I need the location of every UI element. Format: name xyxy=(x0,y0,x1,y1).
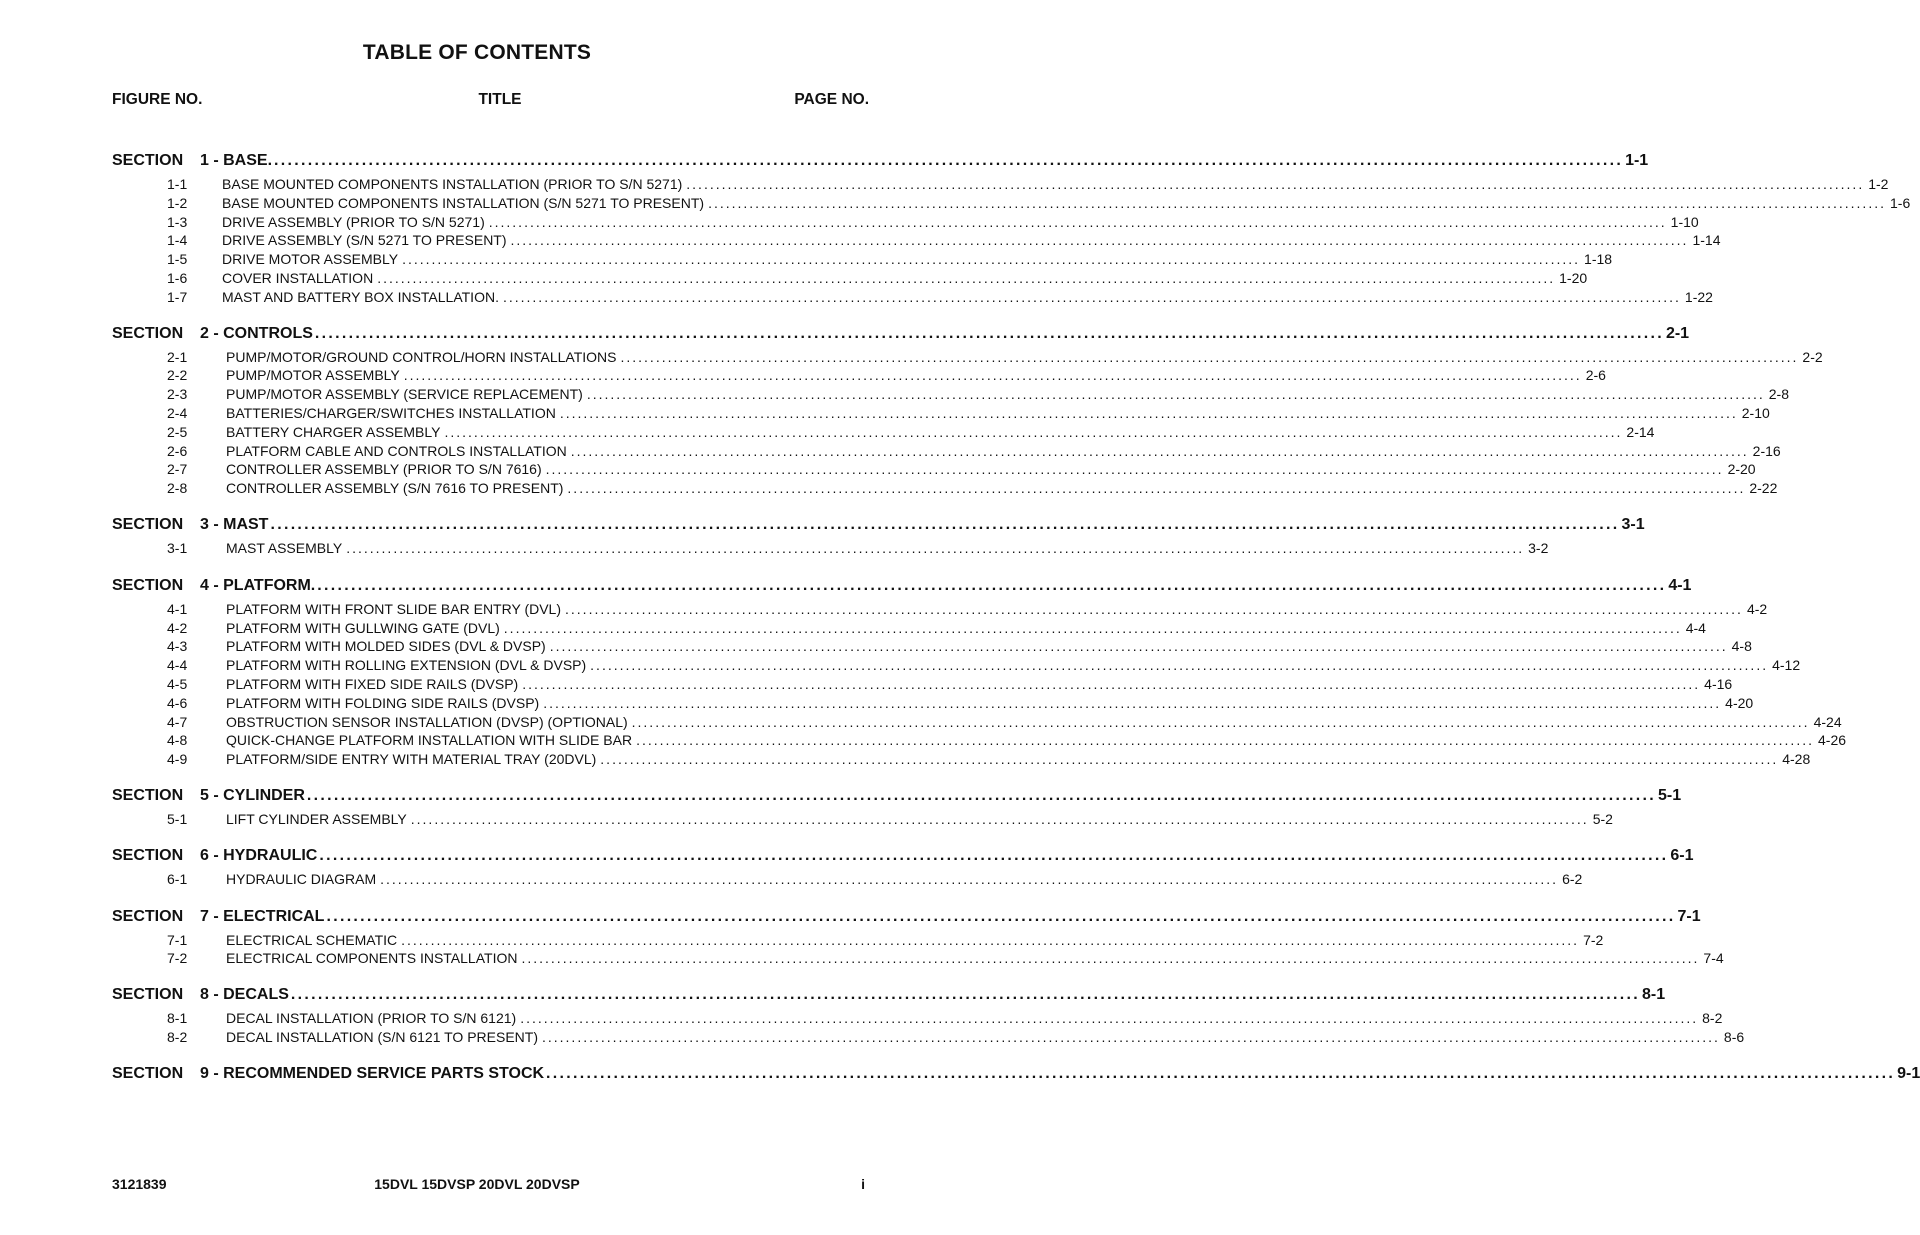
dot-leader: ........................................................................................................................................................................................................ xyxy=(270,515,1620,533)
figure-number: 3-1 xyxy=(167,539,188,556)
figure-no-header: FIGURE NO. xyxy=(112,91,203,108)
figure-number: 2-1 xyxy=(167,348,188,365)
figure-page-number: 2-14 xyxy=(1626,423,1655,440)
toc-figure-entry[interactable] xyxy=(112,288,1713,307)
figure-list xyxy=(112,931,1724,969)
section-title: 4 - PLATFORM. xyxy=(200,576,316,594)
dot-leader: ........................................................................................................................................................................................................ xyxy=(586,386,1765,403)
toc-section-entry[interactable] xyxy=(112,575,1692,597)
figure-number: 1-7 xyxy=(167,288,188,305)
toc-figure-entry[interactable] xyxy=(112,619,1706,638)
dot-leader: ........................................................................................................................................................................................................ xyxy=(346,539,1525,556)
figure-page-number: 3-2 xyxy=(1528,539,1549,556)
section-label: SECTION xyxy=(112,324,184,342)
figure-page-number: 2-6 xyxy=(1585,367,1606,384)
figure-number: 4-8 xyxy=(167,732,188,749)
toc-figure-entry[interactable] xyxy=(112,750,1811,769)
dot-leader: ........................................................................................................................................................................................................ xyxy=(565,600,1743,617)
figure-page-number: 4-8 xyxy=(1731,638,1752,655)
toc-figure-entry[interactable] xyxy=(112,694,1754,713)
figure-page-number: 1-22 xyxy=(1684,288,1713,305)
section-title: 8 - DECALS xyxy=(200,986,289,1004)
figure-list xyxy=(112,539,1549,558)
figure-number: 8-2 xyxy=(167,1028,188,1045)
figure-title: HYDRAULIC DIAGRAM xyxy=(226,870,377,887)
figure-list xyxy=(112,600,1847,769)
toc-figure-entry[interactable] xyxy=(112,269,1588,288)
toc-figure-entry[interactable] xyxy=(112,194,1911,213)
toc-section-group xyxy=(112,323,1823,498)
dot-leader: ........................................................................................................................................................................................................ xyxy=(317,576,1667,594)
figure-title: PUMP/MOTOR/GROUND CONTROL/HORN INSTALLATIONS xyxy=(226,348,617,365)
figure-title: COVER INSTALLATION xyxy=(222,269,374,286)
figure-title: BATTERIES/CHARGER/SWITCHES INSTALLATION xyxy=(226,404,556,421)
toc-section-group xyxy=(112,575,1847,769)
figure-page-number: 1-2 xyxy=(1868,176,1889,192)
figure-page-number: 4-26 xyxy=(1818,732,1847,749)
figure-number: 4-5 xyxy=(167,675,188,692)
figure-title: PLATFORM WITH ROLLING EXTENSION (DVL & DVSP) xyxy=(226,657,587,674)
toc-figure-entry[interactable] xyxy=(112,539,1549,558)
dot-leader: ........................................................................................................................................................................................................ xyxy=(319,846,1669,864)
toc-figure-entry[interactable] xyxy=(112,404,1770,423)
figure-page-number: 4-20 xyxy=(1725,694,1754,711)
figure-page-number: 1-18 xyxy=(1584,251,1613,268)
figure-number: 2-2 xyxy=(167,367,188,384)
dot-leader: ........................................................................................................................................................................................................ xyxy=(520,1010,1699,1027)
figure-number: 4-4 xyxy=(167,657,188,674)
figure-title: MAST AND BATTERY BOX INSTALLATION. xyxy=(222,288,499,305)
figure-page-number: 2-22 xyxy=(1749,480,1778,497)
figure-title: ELECTRICAL SCHEMATIC xyxy=(226,931,398,948)
toc-section-entry[interactable] xyxy=(112,150,1649,172)
toc-figure-entry[interactable] xyxy=(112,675,1733,694)
toc-figure-entry[interactable] xyxy=(112,1028,1745,1047)
section-label: SECTION xyxy=(112,907,184,925)
dot-leader: ........................................................................................................................................................................................................ xyxy=(522,675,1701,692)
toc-figure-entry[interactable] xyxy=(112,213,1699,232)
figure-title: CONTROLLER ASSEMBLY (PRIOR TO S/N 7616) xyxy=(226,461,542,478)
figure-list xyxy=(112,1009,1745,1047)
figure-page-number: 2-20 xyxy=(1727,461,1756,478)
toc-figure-entry[interactable] xyxy=(112,479,1778,498)
section-page-number: 3-1 xyxy=(1621,515,1645,533)
section-label: SECTION xyxy=(112,846,184,864)
figure-page-number: 4-24 xyxy=(1813,713,1842,730)
figure-title: PLATFORM/SIDE ENTRY WITH MATERIAL TRAY (20DVL) xyxy=(226,751,597,768)
figure-title: PLATFORM CABLE AND CONTROLS INSTALLATION xyxy=(226,442,567,459)
toc-section-group xyxy=(112,984,1745,1047)
dot-leader: ........................................................................................................................................................................................................ xyxy=(488,213,1667,230)
dot-leader: ........................................................................................................................................................................................................ xyxy=(570,442,1749,459)
toc-figure-entry[interactable] xyxy=(112,870,1583,889)
section-page-number: 1-1 xyxy=(1625,152,1649,169)
dot-leader: ........................................................................................................................................................................................................ xyxy=(326,907,1676,925)
dot-leader: ........................................................................................................................................................................................................ xyxy=(444,423,1623,440)
figure-page-number: 2-10 xyxy=(1741,404,1770,421)
figure-page-number: 1-6 xyxy=(1890,194,1911,211)
toc-section-entry[interactable] xyxy=(112,906,1701,928)
section-page-number: 2-1 xyxy=(1665,324,1690,342)
figure-number: 2-4 xyxy=(167,404,188,421)
figure-page-number: 7-2 xyxy=(1583,931,1604,948)
dot-leader: ........................................................................................................................................................................................................ xyxy=(377,269,1556,286)
dot-leader: ........................................................................................................................................................................................................ xyxy=(549,638,1728,655)
toc-section-entry[interactable] xyxy=(112,323,1690,345)
figure-list xyxy=(112,348,1823,498)
dot-leader: ........................................................................................................................................................................................................ xyxy=(708,194,1886,211)
figure-number: 6-1 xyxy=(167,870,188,887)
page-title: TABLE OF CONTENTS xyxy=(362,41,592,64)
toc-figure-entry[interactable] xyxy=(112,600,1768,619)
toc-figure-entry[interactable] xyxy=(112,385,1789,404)
figure-number: 8-1 xyxy=(167,1010,188,1027)
section-title: 5 - CYLINDER xyxy=(200,786,305,804)
figure-list xyxy=(112,870,1583,889)
section-title: 1 - BASE. xyxy=(200,152,273,169)
figure-list xyxy=(112,810,1613,829)
figure-title: CONTROLLER ASSEMBLY (S/N 7616 TO PRESENT) xyxy=(226,480,564,497)
dot-leader: ........................................................................................................................................................................................................ xyxy=(631,713,1810,730)
figure-page-number: 5-2 xyxy=(1592,810,1613,827)
figure-number: 1-4 xyxy=(167,232,188,249)
page-no-header: PAGE NO. xyxy=(794,91,869,108)
figure-page-number: 4-4 xyxy=(1685,619,1706,636)
figure-title: MAST ASSEMBLY xyxy=(226,539,343,556)
section-page-number: 6-1 xyxy=(1670,846,1694,864)
figure-number: 4-3 xyxy=(167,638,188,655)
toc-section-group xyxy=(112,785,1682,829)
figure-title: PUMP/MOTOR ASSEMBLY (SERVICE REPLACEMENT) xyxy=(226,386,583,403)
figure-title: DRIVE ASSEMBLY (PRIOR TO S/N 5271) xyxy=(222,213,485,230)
figure-page-number: 1-14 xyxy=(1692,232,1721,249)
figure-page-number: 6-2 xyxy=(1562,870,1583,887)
dot-leader: ........................................................................................................................................................................................................ xyxy=(545,461,1724,478)
dot-leader: ........................................................................................................................................................................................................ xyxy=(274,152,1624,169)
toc-figure-entry[interactable] xyxy=(112,637,1752,656)
figure-page-number: 2-8 xyxy=(1768,386,1789,403)
figure-number: 1-1 xyxy=(167,176,188,192)
figure-number: 5-1 xyxy=(167,810,188,827)
section-title: 3 - MAST xyxy=(200,515,269,533)
section-page-number: 4-1 xyxy=(1668,576,1692,594)
toc-figure-entry[interactable] xyxy=(112,1009,1723,1028)
figure-title: DRIVE MOTOR ASSEMBLY xyxy=(222,251,399,268)
dot-leader: ........................................................................................................................................................................................................ xyxy=(620,348,1799,365)
section-label: SECTION xyxy=(112,515,184,533)
figure-title: PUMP/MOTOR ASSEMBLY xyxy=(226,367,400,384)
dot-leader: ........................................................................................................................................................................................................ xyxy=(600,751,1779,768)
section-label: SECTION xyxy=(112,152,184,169)
dot-leader: ........................................................................................................................................................................................................ xyxy=(546,1064,1896,1082)
section-label: SECTION xyxy=(112,986,184,1004)
toc-figure-entry[interactable] xyxy=(112,423,1655,442)
section-page-number: 5-1 xyxy=(1657,786,1682,804)
figure-title: DRIVE ASSEMBLY (S/N 5271 TO PRESENT) xyxy=(222,232,507,249)
figure-page-number: 8-6 xyxy=(1723,1028,1745,1045)
figure-number: 2-8 xyxy=(167,480,188,497)
figure-page-number: 4-2 xyxy=(1746,600,1768,617)
toc-section-entry[interactable] xyxy=(112,845,1694,867)
dot-leader: ........................................................................................................................................................................................................ xyxy=(559,404,1738,421)
dot-leader: ........................................................................................................................................................................................................ xyxy=(306,786,1656,804)
dot-leader: ........................................................................................................................................................................................................ xyxy=(380,870,1559,887)
figure-page-number: 8-2 xyxy=(1702,1010,1723,1027)
figure-title: BASE MOUNTED COMPONENTS INSTALLATION (S/N 5271 TO PRESENT) xyxy=(222,194,705,211)
toc-section-entry[interactable] xyxy=(112,984,1666,1006)
figure-page-number: 7-4 xyxy=(1703,950,1724,967)
toc-figure-entry[interactable] xyxy=(112,656,1801,675)
figure-number: 1-6 xyxy=(167,269,188,286)
dot-leader: ........................................................................................................................................................................................................ xyxy=(541,1028,1720,1045)
title-header: TITLE xyxy=(478,91,522,108)
dot-leader: ........................................................................................................................................................................................................ xyxy=(521,950,1700,967)
figure-number: 2-5 xyxy=(167,423,188,440)
figure-title: PLATFORM WITH GULLWING GATE (DVL) xyxy=(226,619,500,636)
figure-page-number: 1-20 xyxy=(1559,269,1588,286)
figure-title: DECAL INSTALLATION (S/N 6121 TO PRESENT) xyxy=(226,1028,538,1045)
dot-leader: ........................................................................................................................................................................................................ xyxy=(503,619,1682,636)
figure-number: 4-9 xyxy=(167,751,188,768)
toc-section-group xyxy=(112,514,1645,558)
dot-leader: ........................................................................................................................................................................................................ xyxy=(636,732,1814,749)
figure-page-number: 4-12 xyxy=(1772,657,1801,674)
figure-title: BATTERY CHARGER ASSEMBLY xyxy=(226,423,441,440)
toc-figure-entry[interactable] xyxy=(112,175,1889,194)
section-title: 6 - HYDRAULIC xyxy=(200,846,318,864)
figure-number: 7-1 xyxy=(167,931,188,948)
toc-figure-entry[interactable] xyxy=(112,810,1613,829)
footer-page-number: i xyxy=(861,1176,865,1192)
toc-figure-entry[interactable] xyxy=(112,442,1781,461)
toc-figure-entry[interactable] xyxy=(112,949,1724,968)
toc-figure-entry[interactable] xyxy=(112,348,1823,367)
dot-leader: ........................................................................................................................................................................................................ xyxy=(502,288,1681,305)
toc-section-group xyxy=(112,906,1724,969)
toc-figure-entry[interactable] xyxy=(112,931,1604,950)
figure-number: 4-7 xyxy=(167,713,188,730)
figure-page-number: 1-10 xyxy=(1670,213,1699,230)
dot-leader: ........................................................................................................................................................................................................ xyxy=(567,480,1746,497)
figure-number: 7-2 xyxy=(167,950,188,967)
figure-title: QUICK-CHANGE PLATFORM INSTALLATION WITH SLIDE BAR xyxy=(226,732,633,749)
dot-leader: ........................................................................................................................................................................................................ xyxy=(403,367,1582,384)
figure-number: 2-6 xyxy=(167,442,188,459)
figure-number: 1-3 xyxy=(167,213,188,230)
section-title: 2 - CONTROLS xyxy=(200,324,313,342)
dot-leader: ........................................................................................................................................................................................................ xyxy=(686,176,1865,192)
figure-number: 2-7 xyxy=(167,461,188,478)
toc-section-entry[interactable] xyxy=(112,514,1645,536)
dot-leader: ........................................................................................................................................................................................................ xyxy=(290,986,1640,1004)
dot-leader: ........................................................................................................................................................................................................ xyxy=(314,324,1664,342)
toc-section-group xyxy=(112,150,1911,307)
toc-figure-entry[interactable] xyxy=(112,713,1842,732)
figure-page-number: 4-28 xyxy=(1782,751,1811,768)
figure-title: PLATFORM WITH FIXED SIDE RAILS (DVSP) xyxy=(226,675,519,692)
figure-page-number: 4-16 xyxy=(1704,675,1733,692)
toc-figure-entry[interactable] xyxy=(112,250,1613,269)
figure-title: PLATFORM WITH FOLDING SIDE RAILS (DVSP) xyxy=(226,694,540,711)
footer-doc-number: 3121839 xyxy=(112,1176,167,1192)
figure-number: 2-3 xyxy=(167,386,188,403)
figure-title: BASE MOUNTED COMPONENTS INSTALLATION (PRIOR TO S/N 5271) xyxy=(222,176,683,192)
figure-number: 4-6 xyxy=(167,694,188,711)
figure-page-number: 2-2 xyxy=(1802,348,1823,365)
section-title: 9 - RECOMMENDED SERVICE PARTS STOCK xyxy=(200,1064,545,1082)
section-label: SECTION xyxy=(112,576,184,594)
figure-number: 4-1 xyxy=(167,600,188,617)
toc-figure-entry[interactable] xyxy=(112,460,1756,479)
figure-title: LIFT CYLINDER ASSEMBLY xyxy=(226,810,407,827)
dot-leader: ........................................................................................................................................................................................................ xyxy=(410,810,1589,827)
section-label: SECTION xyxy=(112,786,184,804)
section-page-number: 7-1 xyxy=(1677,907,1701,925)
toc-figure-entry[interactable] xyxy=(112,731,1847,750)
footer-models: 15DVL 15DVSP 20DVL 20DVSP xyxy=(374,1176,580,1192)
toc-figure-entry[interactable] xyxy=(112,231,1721,250)
figure-number: 1-2 xyxy=(167,194,188,211)
figure-page-number: 2-16 xyxy=(1752,442,1781,459)
section-label: SECTION xyxy=(112,1064,184,1082)
toc-section-group xyxy=(112,1063,1920,1085)
section-page-number: 8-1 xyxy=(1641,986,1666,1004)
figure-number: 1-5 xyxy=(167,251,188,268)
toc-section-entry[interactable] xyxy=(112,1063,1920,1085)
dot-leader: ........................................................................................................................................................................................................ xyxy=(510,232,1689,249)
figure-title: PLATFORM WITH FRONT SLIDE BAR ENTRY (DVL) xyxy=(226,600,562,617)
dot-leader: ........................................................................................................................................................................................................ xyxy=(590,657,1769,674)
toc-section-group xyxy=(112,845,1694,889)
toc-figure-entry[interactable] xyxy=(112,366,1606,385)
dot-leader: ........................................................................................................................................................................................................ xyxy=(401,931,1580,948)
figure-title: DECAL INSTALLATION (PRIOR TO S/N 6121) xyxy=(226,1010,517,1027)
section-page-number: 9-1 xyxy=(1897,1064,1920,1082)
figure-number: 4-2 xyxy=(167,619,188,636)
dot-leader: ........................................................................................................................................................................................................ xyxy=(543,694,1722,711)
figure-title: ELECTRICAL COMPONENTS INSTALLATION xyxy=(226,950,518,967)
toc-list xyxy=(112,150,1920,1101)
figure-title: PLATFORM WITH MOLDED SIDES (DVL & DVSP) xyxy=(226,638,546,655)
figure-list xyxy=(112,175,1911,307)
section-title: 7 - ELECTRICAL xyxy=(200,907,325,925)
dot-leader: ........................................................................................................................................................................................................ xyxy=(402,251,1581,268)
figure-title: OBSTRUCTION SENSOR INSTALLATION (DVSP) (OPTIONAL) xyxy=(226,713,628,730)
toc-section-entry[interactable] xyxy=(112,785,1682,807)
